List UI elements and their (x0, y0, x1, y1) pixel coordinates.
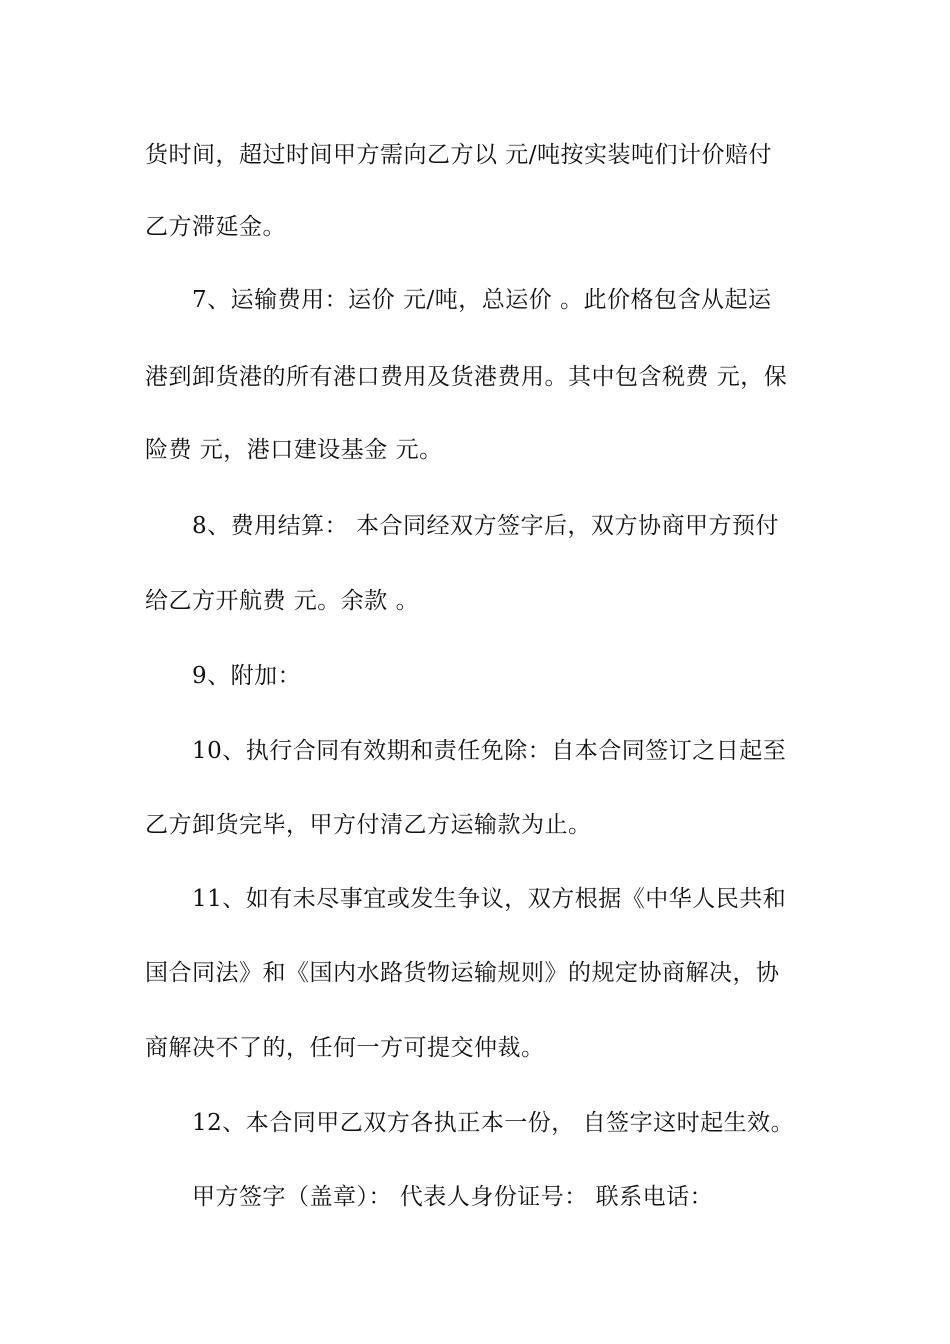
clause-11-heading-line: 11、如有未尽事宜或发生争议，双方根据《中华人民共和 (192, 886, 787, 912)
text-line: 险费 元，港口建设基金 元。 (145, 437, 443, 463)
clause-7-heading-line: 7、运输费用：运价 元/吨，总运价 。此价格包含从起运 (192, 287, 772, 313)
text-line: 给乙方开航费 元。余款 。 (145, 588, 420, 614)
clause-10-heading-line: 10、执行合同有效期和责任免除：自本合同签订之日起至 (192, 738, 787, 764)
text-line: 商解决不了的，任何一方可提交仲裁。 (145, 1035, 545, 1061)
signature-line: 甲方签字（盖章）： 代表人身份证号： 联系电话： (192, 1184, 714, 1210)
text-line: 国合同法》和《国内水路货物运输规则》的规定协商解决，协 (145, 960, 780, 986)
clause-12-heading-line: 12、本合同甲乙双方各执正本一份， 自签字这时起生效。 (192, 1110, 795, 1136)
text-line: 港到卸货港的所有港口费用及货港费用。其中包含税费 元，保 (145, 364, 788, 390)
text-line: 货时间，超过时间甲方需向乙方以 元/吨按实装吨们计价赔付 (145, 142, 773, 168)
text-line: 乙方滞延金。 (145, 214, 286, 240)
text-line: 乙方卸货完毕，甲方付清乙方运输款为止。 (145, 812, 592, 838)
clause-8-heading-line: 8、费用结算： 本合同经双方签字后，双方协商甲方预付 (192, 513, 779, 539)
clause-9-heading-line: 9、附加： (192, 663, 302, 689)
